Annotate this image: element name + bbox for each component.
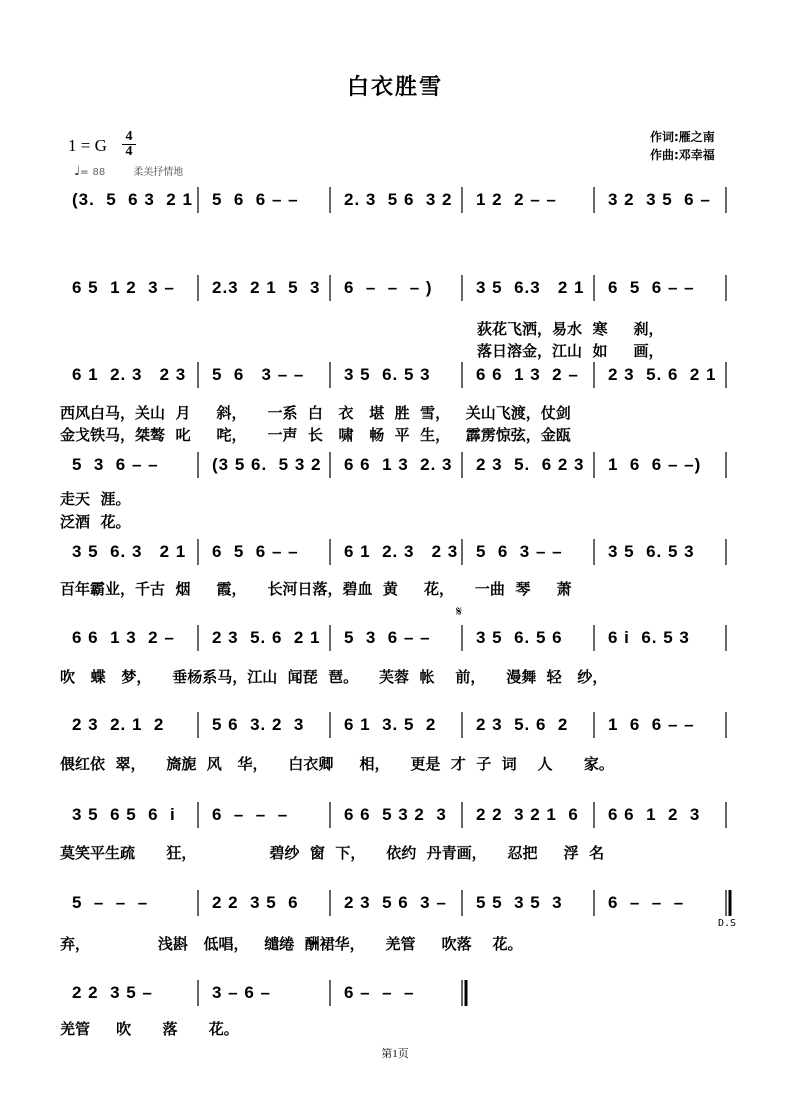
- tempo-marking: [74, 163, 183, 179]
- tempo-bpm: 88: [92, 167, 106, 178]
- lyric-line: 落日溶金，江山 如 画，: [477, 342, 664, 360]
- measure: (3. 5 6 3 2 1: [72, 190, 193, 209]
- measure: 3 5 6. 3 2 1: [72, 542, 187, 561]
- measure: 2 3 5 6 3 –: [344, 893, 447, 912]
- lyric-line: 金戈铁马，桀骜 叱 咤， 一声 长 啸 畅 平 生， 霹雳惊弦，金瓯: [60, 426, 571, 444]
- measure: 6 6 1 2 3: [608, 805, 701, 824]
- measure: 1 6 6 – –): [608, 455, 702, 474]
- measure: 2.3 2 1 5 3: [212, 278, 321, 297]
- measure: 5 6 3 – –: [476, 542, 563, 561]
- measure: 2 2 3 5 6: [212, 893, 299, 912]
- lyric-line: 荻花飞洒，易水 寒 刹，: [477, 320, 664, 338]
- lyric-line: 莫笑平生疏 狂， 碧纱 窗 下， 依约 丹青画， 忍把 浮 名: [60, 844, 605, 862]
- measure: 3 5 6. 5 3: [608, 542, 695, 561]
- measure: 6 6 1 3 2. 3: [344, 455, 453, 474]
- measure: 6 6 1 3 2 –: [476, 365, 579, 384]
- measure: 6 1 2. 3 2 3: [344, 542, 459, 561]
- measure: 5 3 6 – –: [344, 628, 431, 647]
- tempo-style: 柔美抒情地: [133, 167, 184, 178]
- measure: 2 3 5. 6 2 1: [212, 628, 321, 647]
- measure: 6 5 6 – –: [608, 278, 695, 297]
- key-signature: 1 = G: [68, 136, 107, 155]
- measure: 2 3 5. 6 2: [476, 715, 569, 734]
- measure: 6 6 5 3 2 3: [344, 805, 447, 824]
- measure: 2 3 2. 1 2: [72, 715, 165, 734]
- ds-mark: D.S: [718, 918, 737, 929]
- measure: 6 – – – ): [344, 278, 433, 297]
- score-system: [60, 888, 740, 918]
- segno-icon: 𝄋: [456, 604, 463, 620]
- credits: [650, 128, 715, 164]
- score-system: [60, 273, 740, 303]
- lyric-line: 走天 涯。: [60, 490, 131, 508]
- score-system: [60, 185, 740, 215]
- measure: 5 – – –: [72, 893, 149, 912]
- page-title: 白衣胜雪: [346, 75, 443, 100]
- lyric-line: 泛酒 花。: [60, 513, 131, 531]
- measure: 6 5 1 2 3 –: [72, 278, 175, 297]
- composer: 作曲:邓幸福: [650, 148, 715, 162]
- measure: 3 2 3 5 6 –: [608, 190, 711, 209]
- measure: 2 3 5. 6 2 1: [608, 365, 717, 384]
- score-system: [60, 623, 740, 653]
- tempo-equals: =: [80, 167, 89, 178]
- measure: 3 5 6. 5 3: [344, 365, 431, 384]
- measure: 5 6 3 – –: [212, 365, 305, 384]
- score-system: [60, 450, 740, 480]
- measure: 2 2 3 5 –: [72, 983, 153, 1002]
- score-system: [60, 978, 740, 1008]
- measure: 5 6 6 – –: [212, 190, 299, 209]
- score-system: [60, 360, 740, 390]
- lyric-line: 百年霸业，千古 烟 霞， 长河日落，碧血 黄 花， 一曲 琴 萧: [60, 580, 572, 598]
- measure: 6 1 3. 5 2: [344, 715, 437, 734]
- score-system: [60, 537, 740, 567]
- measure: 6 1 2. 3 2 3: [72, 365, 187, 384]
- score-system: [60, 800, 740, 830]
- lyric-line: 西风白马，关山 月 斜， 一系 白 衣 堪 胜 雪， 关山飞渡，仗剑: [60, 404, 571, 422]
- measure: 5 6 3. 2 3: [212, 715, 305, 734]
- quarter-note-icon: ♩: [74, 164, 81, 179]
- lyric-line: 偎红依 翠， 旖旎 风 华， 白衣卿 相， 更是 才 子 词 人 家。: [60, 755, 614, 773]
- measure: 6 – – –: [344, 983, 415, 1002]
- measure: 6 – – –: [608, 893, 685, 912]
- measure: 3 5 6 5 6 i: [72, 805, 176, 824]
- page-number: 第1页: [381, 1048, 409, 1060]
- measure: 6 – – –: [212, 805, 289, 824]
- lyric-line: 吹 蝶 梦， 垂杨系马，江山 闻琵 琶。 芙蓉 帐 前， 漫舞 轻 纱，: [60, 668, 608, 686]
- time-denominator: 4: [122, 144, 136, 159]
- measure: 3 – 6 –: [212, 983, 271, 1002]
- time-numerator: 4: [125, 129, 133, 144]
- measure: 2. 3 5 6 3 2: [344, 190, 453, 209]
- measure: 2 3 5. 6 2 3: [476, 455, 585, 474]
- measure: 6 i 6. 5 3: [608, 628, 690, 647]
- measure: (3 5 6. 5 3 2: [212, 455, 322, 474]
- measure: 5 3 6 – –: [72, 455, 159, 474]
- measure: 2 2 3 2 1 6: [476, 805, 579, 824]
- score-system: [60, 710, 740, 740]
- measure: 3 5 6.3 2 1: [476, 278, 585, 297]
- measure: 6 5 6 – –: [212, 542, 299, 561]
- lyricist: 作词:雁之南: [650, 130, 715, 144]
- time-signature: [122, 130, 136, 159]
- measure: 3 5 6. 5 6: [476, 628, 563, 647]
- measure: 1 2 2 – –: [476, 190, 557, 209]
- lyric-line: 羌管 吹 落 花。: [60, 1020, 239, 1038]
- measure: 5 5 3 5 3: [476, 893, 563, 912]
- lyric-line: 弃， 浅斟 低唱， 缱绻 酬裙华， 羌管 吹落 花。: [60, 935, 523, 953]
- measure: 1 6 6 – –: [608, 715, 695, 734]
- measure: 6 6 1 3 2 –: [72, 628, 175, 647]
